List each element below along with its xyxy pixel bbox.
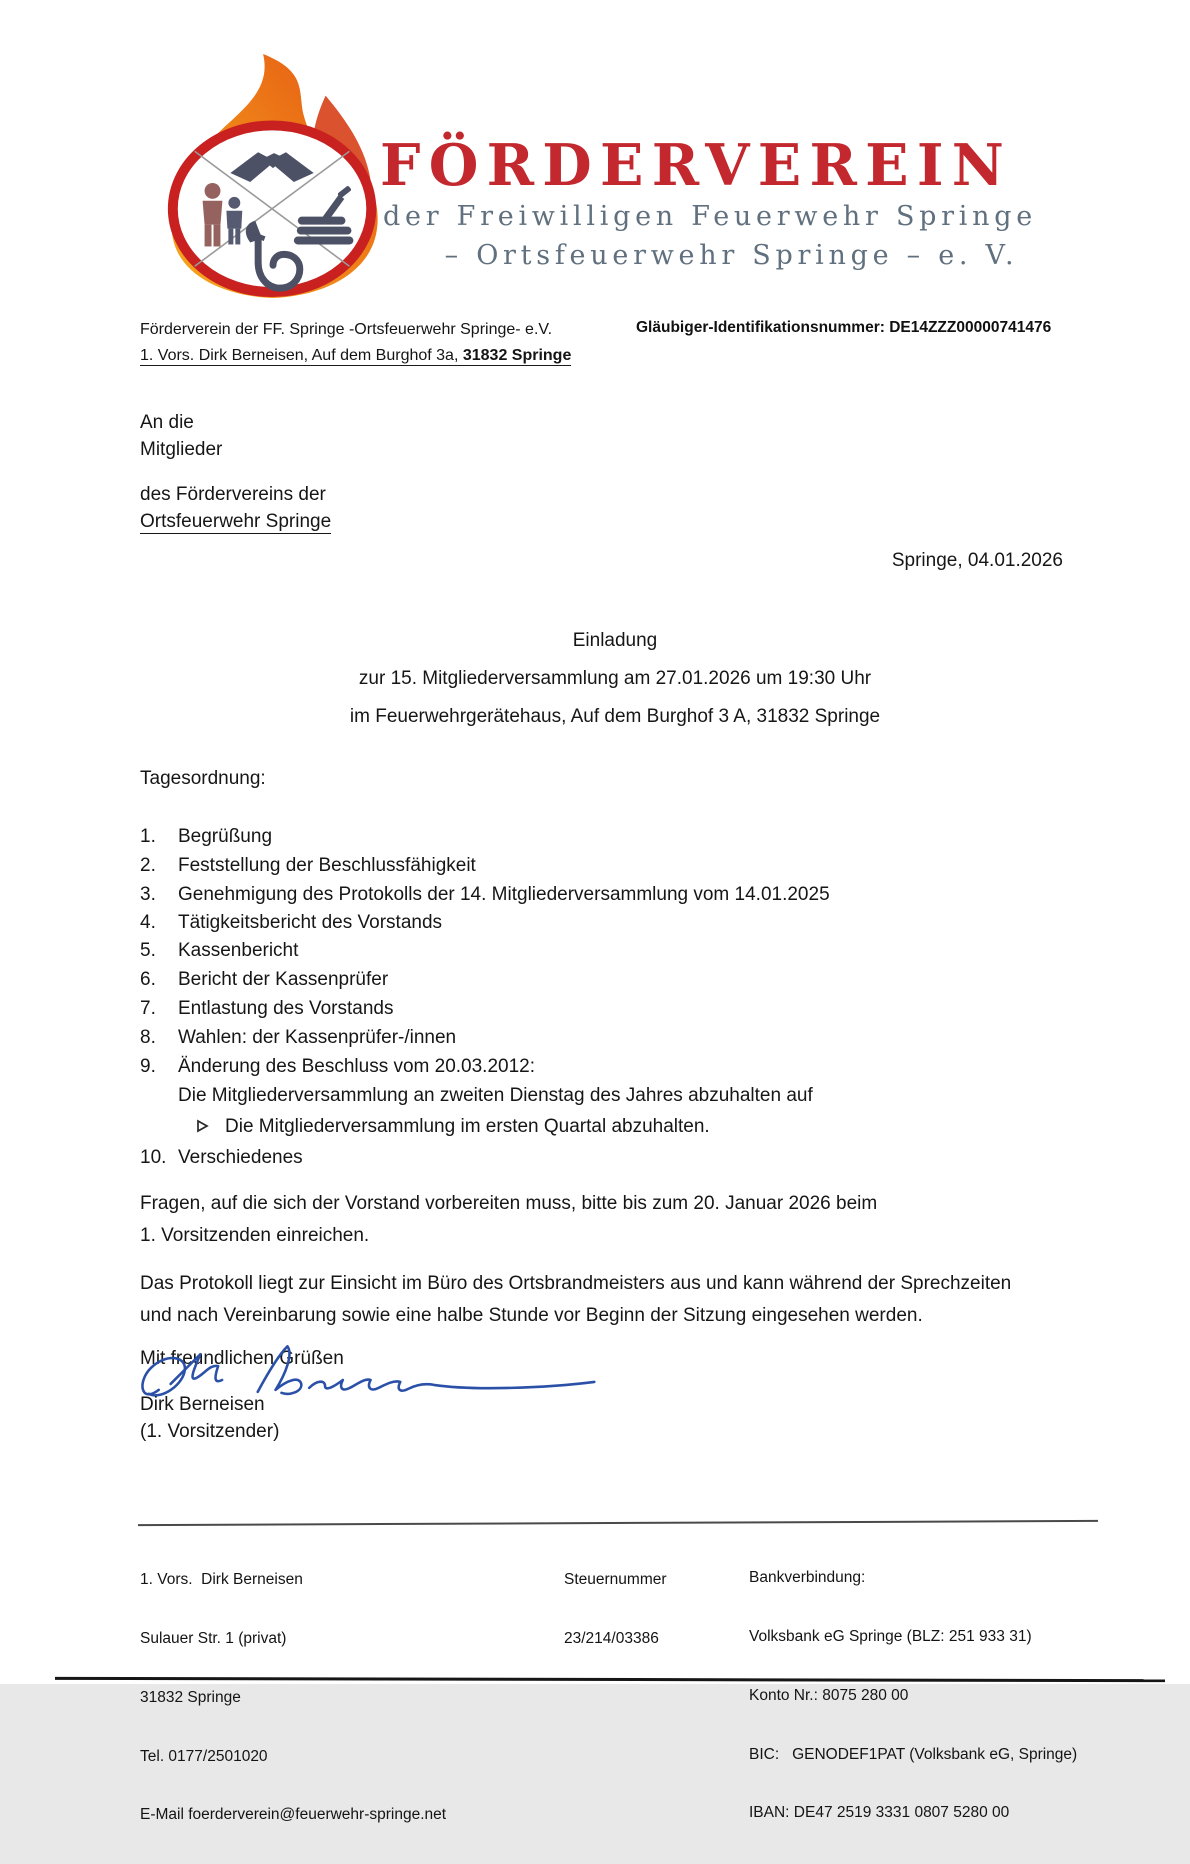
- questions-line-1: Fragen, auf die sich der Vorstand vorbereiten muss, bitte bis zum 20. Januar 2026 beim: [140, 1193, 878, 1214]
- agenda-item-text: Begrüßung: [178, 826, 273, 847]
- recipient-line-4: [140, 508, 331, 535]
- arrow-bullet-icon: [196, 1117, 209, 1139]
- org-title: FÖRDERVEREIN: [380, 132, 1013, 199]
- agenda-item-8: [140, 1027, 456, 1049]
- agenda-item-text: Tätigkeitsbericht des Vorstands: [178, 912, 443, 933]
- agenda-heading: Tagesordnung:: [140, 768, 266, 789]
- questions-line-2: 1. Vorsitzenden einreichen.: [140, 1225, 370, 1246]
- sender-reference: [140, 317, 571, 369]
- closing-greeting: Mit freundlichen Grüßen: [140, 1348, 344, 1369]
- footer-contact-line: Tel. 0177/2501020: [140, 1747, 268, 1765]
- agenda-item-number: 8.: [140, 1027, 156, 1048]
- date-line: Springe, 04.01.2026: [891, 550, 1063, 571]
- agenda-item-text: Genehmigung des Protokolls der 14. Mitgliederversammlung vom 14.01.2025: [178, 884, 830, 905]
- footer-bank-line: BIC: GENODEF1PAT (Volksbank eG, Springe): [749, 1745, 1078, 1763]
- agenda-item-text: Verschiedenes: [178, 1147, 303, 1168]
- agenda-item-text: Entlastung des Vorstands: [178, 998, 394, 1019]
- agenda-item-9-change: Die Mitgliederversammlung im ersten Quartal abzuhalten.: [225, 1116, 710, 1137]
- invitation-heading: Einladung: [572, 630, 658, 651]
- signer-name: Dirk Berneisen: [140, 1394, 265, 1415]
- protocol-line-2: und nach Vereinbarung sowie eine halbe Stunde vor Beginn der Sitzung eingesehen werden.: [140, 1305, 923, 1326]
- agenda-item-number: 9.: [140, 1056, 156, 1077]
- recipient-block-2: [140, 481, 331, 535]
- agenda-item-number: 7.: [140, 998, 156, 1019]
- agenda-item-4: [140, 912, 442, 934]
- agenda-item-1: [140, 826, 272, 848]
- footer-bank-column: [749, 1529, 1077, 1862]
- footer-bank-line: Konto Nr.: 8075 280 00: [749, 1686, 909, 1704]
- footer-contact-line: 1. Vors. Dirk Berneisen: [140, 1571, 303, 1589]
- questions-paragraph: [140, 1188, 877, 1252]
- footer-contact-line: 31832 Springe: [140, 1688, 241, 1706]
- footer-divider: [138, 1520, 1098, 1526]
- agenda-item-3: [140, 884, 830, 906]
- footer-bank-line: IBAN: DE47 2519 3331 0807 5280 00: [749, 1804, 1010, 1822]
- footer-bank-line: Volksbank eG Springe (BLZ: 251 933 31): [749, 1627, 1032, 1645]
- signer-role: (1. Vorsitzender): [140, 1421, 280, 1442]
- creditor-id: Gläubiger-Identifikationsnummer: DE14ZZZ00000741476: [636, 319, 1052, 336]
- agenda-item-number: 2.: [140, 855, 156, 876]
- agenda-item-number: 5.: [140, 940, 156, 961]
- agenda-item-5: [140, 940, 298, 962]
- agenda-item-2: [140, 855, 476, 877]
- agenda-item-text: Wahlen: der Kassenprüfer-/innen: [178, 1027, 457, 1048]
- agenda-item-number: 1.: [140, 826, 156, 847]
- agenda-item-9: [140, 1056, 535, 1078]
- recipient-block-1: [140, 409, 222, 463]
- agenda-item-9-change-row: [196, 1116, 710, 1138]
- agenda-item-number: 10.: [140, 1147, 167, 1168]
- agenda-item-text: Kassenbericht: [178, 940, 299, 961]
- recipient-line-3: des Fördervereins der: [140, 484, 326, 505]
- agenda-item-9-note: Die Mitgliederversammlung an zweiten Dienstag des Jahres abzuhalten auf: [178, 1085, 813, 1106]
- recipient-line-1: An die: [140, 412, 194, 433]
- agenda-item-number: 3.: [140, 884, 156, 905]
- sender-line-1: Förderverein der FF. Springe -Ortsfeuerwehr Springe- e.V.: [140, 321, 553, 338]
- sender-line-2: [140, 343, 571, 369]
- invitation-line-2: zur 15. Mitgliederversammlung am 27.01.2026 um 19:30 Uhr: [358, 668, 872, 689]
- protocol-paragraph: [140, 1268, 1011, 1332]
- recipient-line-2: Mitglieder: [140, 439, 223, 460]
- sender-line-2-text: 1. Vors. Dirk Berneisen, Auf dem Burghof 3a,: [140, 347, 463, 364]
- agenda-item-10: [140, 1147, 303, 1169]
- org-subtitle-1: der Freiwilligen Feuerwehr Springe: [383, 201, 1037, 232]
- protocol-line-1: Das Protokoll liegt zur Einsicht im Büro des Ortsbrandmeisters aus und kann während der Sprechzeiten: [140, 1273, 1012, 1294]
- agenda-item-number: 4.: [140, 912, 156, 933]
- footer-bank-line: Bankverbindung:: [749, 1569, 866, 1587]
- footer-contact-column: [140, 1531, 446, 1864]
- invitation-line-3: im Feuerwehrgerätehaus, Auf dem Burghof 3 A, 31832 Springe: [349, 706, 881, 727]
- footer-tax-column: [564, 1531, 667, 1688]
- footer-contact-line: Sulauer Str. 1 (privat): [140, 1629, 287, 1647]
- org-subtitle-2: – Ortsfeuerwehr Springe – e. V.: [444, 240, 1019, 271]
- agenda-item-number: 6.: [140, 969, 156, 990]
- agenda-item-text: Änderung des Beschluss vom 20.03.2012:: [178, 1056, 536, 1077]
- agenda-item-text: Bericht der Kassenprüfer: [178, 969, 389, 990]
- footer-tax-label: Steuernummer: [564, 1571, 667, 1589]
- agenda-item-7: [140, 998, 393, 1020]
- recipient-line-4-text: Ortsfeuerwehr Springe: [140, 511, 332, 532]
- footer-tax-number: 23/214/03386: [564, 1629, 659, 1647]
- agenda-item-text: Feststellung der Beschlussfähigkeit: [178, 855, 476, 876]
- footer-contact-line: E-Mail foerderverein@feuerwehr-springe.net: [140, 1806, 447, 1824]
- sender-line-2-city: 31832 Springe: [462, 347, 572, 364]
- agenda-item-6: [140, 969, 388, 991]
